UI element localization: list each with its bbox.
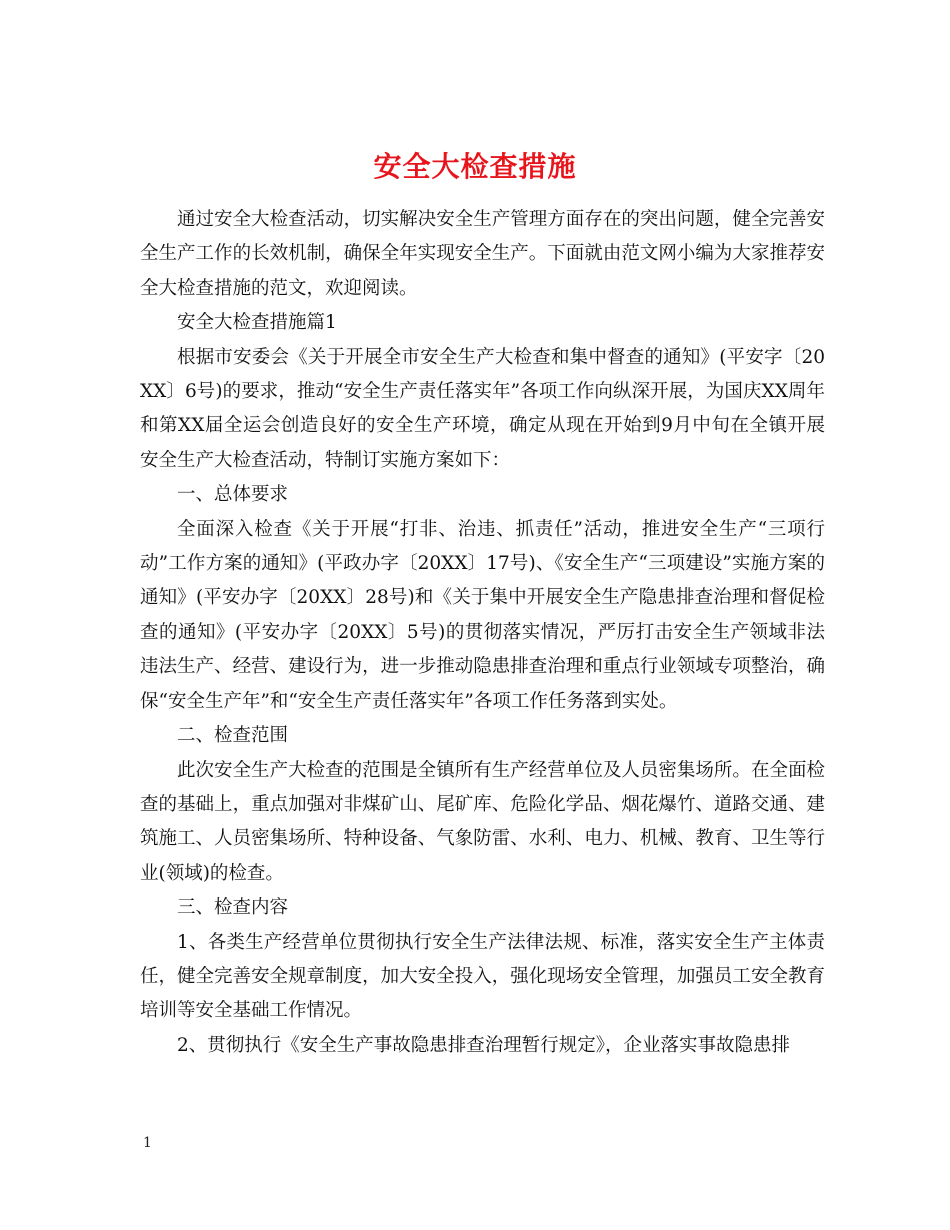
paragraph: 2、贯彻执行《安全生产事故隐患排查治理暂行规定》，企业落实事故隐患排 <box>177 1034 791 1056</box>
section-heading: 三、检查内容 <box>177 897 289 919</box>
paragraph: 根据市安委会《关于开展全市安全生产大检查和集中督查的通知》(平安字〔20XX〕6号)的要求，推动“安全生产责任落实年”各项工作向纵深开展，为国庆XX周年和第XX届全运会创造良好的安全生产环境，确定从现在开始到9月中旬在全镇开展安全生产大检查活动，特制订实施方案如下： <box>140 346 825 471</box>
paragraph: 此次安全生产大检查的范围是全镇所有生产经营单位及人员密集场所。在全面检查的基础上，重点加强对非煤矿山、尾矿库、危险化学品、烟花爆竹、道路交通、建筑施工、人员密集场所、特种设备、气象防雷、水利、电力、机械、教育、卫生等行业(领域)的检查。 <box>140 759 825 884</box>
section-heading: 一、总体要求 <box>177 484 289 506</box>
document-title: 安全大检查措施 <box>373 149 577 183</box>
page-number: 1 <box>143 1135 152 1151</box>
section-heading: 安全大检查措施篇1 <box>177 312 337 334</box>
document-body <box>140 203 825 1063</box>
paragraph: 全面深入检查《关于开展“打非、治违、抓责任”活动，推进安全生产“三项行动”工作方案的通知》(平政办字〔20XX〕17号)、《安全生产“三项建设”实施方案的通知》(平安办字〔20XX〕28号)和《关于集中开展安全生产隐患排查治理和督促检查的通知》(平安办字〔20XX〕5号)的贯彻落实情况，严厉打击安全生产领域非法违法生产、经营、建设行为，进一步推动隐患排查治理和重点行业领域专项整治，确保“安全生产年”和“安全生产责任落实年”各项工作任务落到实处。 <box>140 518 825 712</box>
paragraph: 1、各类生产经营单位贯彻执行安全生产法律法规、标准，落实安全生产主体责任，健全完善安全规章制度，加大安全投入，强化现场安全管理，加强员工安全教育培训等安全基础工作情况。 <box>140 931 825 1022</box>
paragraph-intro: 通过安全大检查活动，切实解决安全生产管理方面存在的突出问题，健全完善安全生产工作的长效机制，确保全年实现安全生产。下面就由范文网小编为大家推荐安全大检查措施的范文，欢迎阅读。 <box>140 209 825 299</box>
section-heading: 二、检查范围 <box>177 725 289 747</box>
